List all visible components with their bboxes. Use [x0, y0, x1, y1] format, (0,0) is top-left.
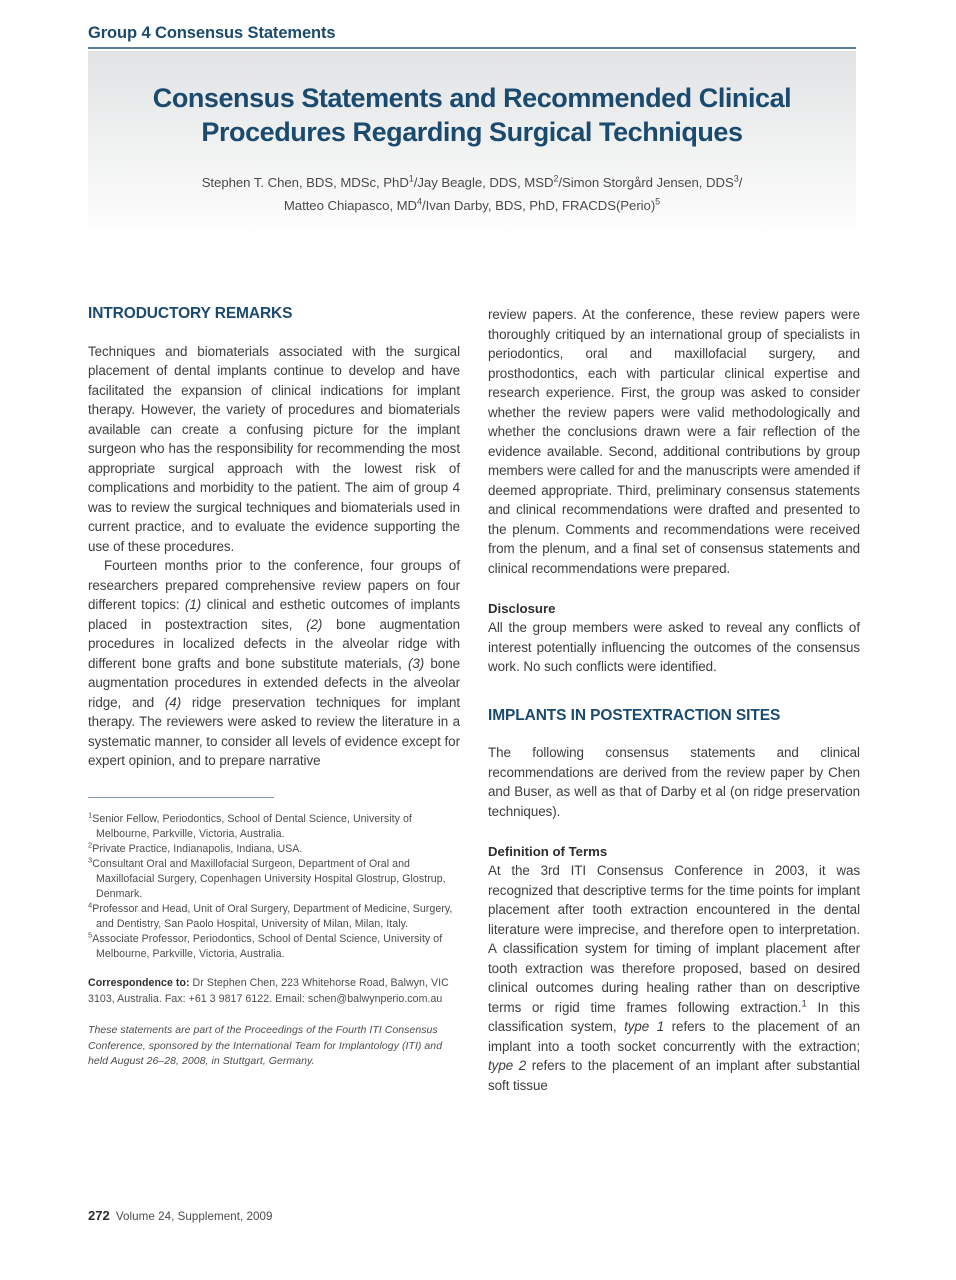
footnote-text: Private Practice, Indianapolis, Indiana, USA. [92, 843, 303, 856]
footnote-marker: 3 [88, 855, 93, 865]
topic-marker-1: (1) [185, 597, 202, 613]
footnote-item [88, 812, 460, 842]
author-line-2: Matteo Chiapasco, $MD^4$/Ivan Darby, BDS, PhD, FRACDS(Perio)$^5$ [283, 196, 661, 214]
footnote-text: Senior Fellow, Periodontics, School of Dental Science, University of Melbourne, Parkville, Victoria, Australia. [92, 812, 412, 841]
running-head: Group 4 Consensus Statements [88, 24, 336, 42]
left-column [88, 305, 460, 1070]
footnote-text: Consultant Oral and Maxillofacial Surgeon, Department of Oral and Maxillofacial Surgery, Copenhagen University Hospital Glostrup, Glostrup, Denmark. [92, 858, 446, 901]
topic-marker-4: (4) [164, 694, 182, 710]
postextraction-intro-paragraph: The following consensus statements and clinical recommendations are derived from the review paper by Chen and Buser, as well as that of Darby et al (on ridge preservation techniques). [488, 745, 860, 819]
footnote-divider [88, 797, 274, 798]
correspondence-text: Dr Stephen Chen, 223 Whitehorse Road, Balwyn, VIC 3103, Australia. Fax: +61 3 9817 6122. Email: schen@balwynperio.com.au [88, 977, 449, 1005]
correspondence-block [88, 976, 460, 1007]
intro-paragraph-1: Techniques and biomaterials associated with the surgical placement of dental implants continue to develop and have facilitated the expansion of clinical indications for implant therapy. However, the variety of procedures and biomaterials available can create a confusing picture for the implant surgeon who has the responsibility for recommending the most appropriate surgical approach with the lowest risk of complications and morbidity to the patient. The aim of group 4 was to review the surgical techniques and biomaterials used in current practice, and to evaluate the evidence supporting the use of these procedures. [88, 343, 460, 554]
topic-marker-2: (2) [306, 616, 323, 632]
author-list [136, 171, 808, 217]
page-number: 272 [88, 1208, 110, 1223]
spacer [488, 578, 860, 600]
section-heading-implants-in-postextraction-sites: IMPLANTS IN POSTEXTRACTION SITES [488, 706, 781, 724]
correspondence-label: Correspondence to: [88, 977, 190, 990]
page-title: Consensus Statements and Recommended Clinical Procedures Regarding Surgical Techniques [152, 83, 792, 148]
spacer [488, 677, 860, 707]
footnote-marker: 1 [88, 810, 93, 820]
footnote-marker: 5 [88, 930, 93, 940]
term-type-1: type 1 [624, 1019, 665, 1035]
author-line-1: Stephen T. Chen, BDS, MDSc, PhD$^1$/Jay Beagle, DDS, MSD$^2$/Simon Storgård Jensen, DDS$^3$/ [201, 173, 743, 191]
section-heading-introductory-remarks: INTRODUCTORY REMARKS [88, 305, 293, 322]
subsection-heading-disclosure: Disclosure [488, 601, 556, 616]
volume-info: Volume 24, Supplement, 2009 [115, 1210, 273, 1223]
author-affil-marker-1: 1 [408, 173, 414, 184]
proceedings-note: These statements are part of the Proceedings of the Fourth ITI Consensus Conference, sponsored by the International Team for Implantology (ITI) and held August 26–28, 2008, in Stuttgart, Germany. [88, 1024, 443, 1068]
running-head-rule [88, 47, 856, 49]
footnote-marker: 4 [88, 900, 93, 910]
footnote-item [88, 902, 460, 932]
title-band [88, 51, 856, 242]
subsection-heading-definition-of-terms: Definition of Terms [488, 844, 608, 860]
footnote-list [88, 812, 460, 962]
author-affil-marker-3: 3 [733, 173, 739, 184]
term-type-2: type 2 [488, 1058, 527, 1074]
footnote-item [88, 842, 460, 857]
footnote-text: Associate Professor, Periodontics, School of Dental Science, University of Melbourne, Parkville, Victoria, Australia. [92, 933, 443, 961]
spacer [488, 821, 860, 843]
footnote-marker: 2 [88, 840, 93, 850]
author-affil-marker-4: 4 [417, 196, 422, 207]
footnote-item [88, 932, 460, 962]
footnote-item [88, 857, 460, 902]
intro-paragraph-2: Fourteen months prior to the conference, four groups of researchers prepared comprehensive review papers on four different topics: (1) clinical and esthetic outcomes of implants placed in postextraction sites, (2) bone augmentation procedures in localized defects in the alveolar ridge with different bone grafts and bone substitute materials, (3) bone augmentation procedures in extended defects in the alveolar ridge, and (4) ridge preservation techniques for implant therapy. The reviewers were asked to review the literature in a systematic manner, to consider all levels of evidence except for expert opinion, and to prepare narrative [88, 558, 461, 769]
page-footer [88, 1208, 273, 1223]
author-affil-marker-2: 2 [553, 173, 559, 184]
disclosure-paragraph: All the group members were asked to reveal any conflicts of interest potentially influencing the outcomes of the consensus work. No such conflicts were identified. [488, 620, 860, 675]
author-affil-marker-5: 5 [655, 196, 661, 207]
footnote-text: Professor and Head, Unit of Oral Surgery, Department of Medicine, Surgery, and Dentistry, San Paolo Hospital, University of Milan, Milan, Italy. [92, 903, 453, 931]
citation-marker: 1 [801, 998, 807, 1010]
topic-marker-3: (3) [407, 655, 425, 671]
definition-of-terms-paragraph: At the 3rd ITI Consensus Conference in 2003, it was recognized that descriptive terms for the time points for implant placement after tooth extraction encountered in the dental literature were imprecise, and therefore open to interpretation. A classification system for timing of implant placement after tooth extraction was therefore proposed, based on desired clinical outcomes during healing rather than on descriptive terms or rigid time frames following extraction.$^1$ In this classification system, type 1 refers to the placement of an implant into a tooth socket concurrently with the extraction; type 2 refers to the placement of an implant after substantial soft tissue [488, 863, 860, 1093]
right-column [488, 305, 860, 1095]
intro-paragraph-continued: review papers. At the conference, these review papers were thoroughly critiqued by an international group of specialists in periodontics, oral and maxillofacial surgery, and prosthodontics, each with particular clinical expertise and research experience. First, the group was asked to consider whether the review papers were valid methodologically and whether the conclusions drawn were a fair reflection of the evidence available. Second, additional contributions by group members were called for and the manuscripts were amended if deemed appropriate. Third, preliminary consensus statements and clinical recommendations were drafted and presented to the plenum. Comments and recommendations were received from the plenum, and a final set of consensus statements and clinical recommendations were prepared. [488, 307, 860, 576]
running-head-container [88, 24, 856, 49]
